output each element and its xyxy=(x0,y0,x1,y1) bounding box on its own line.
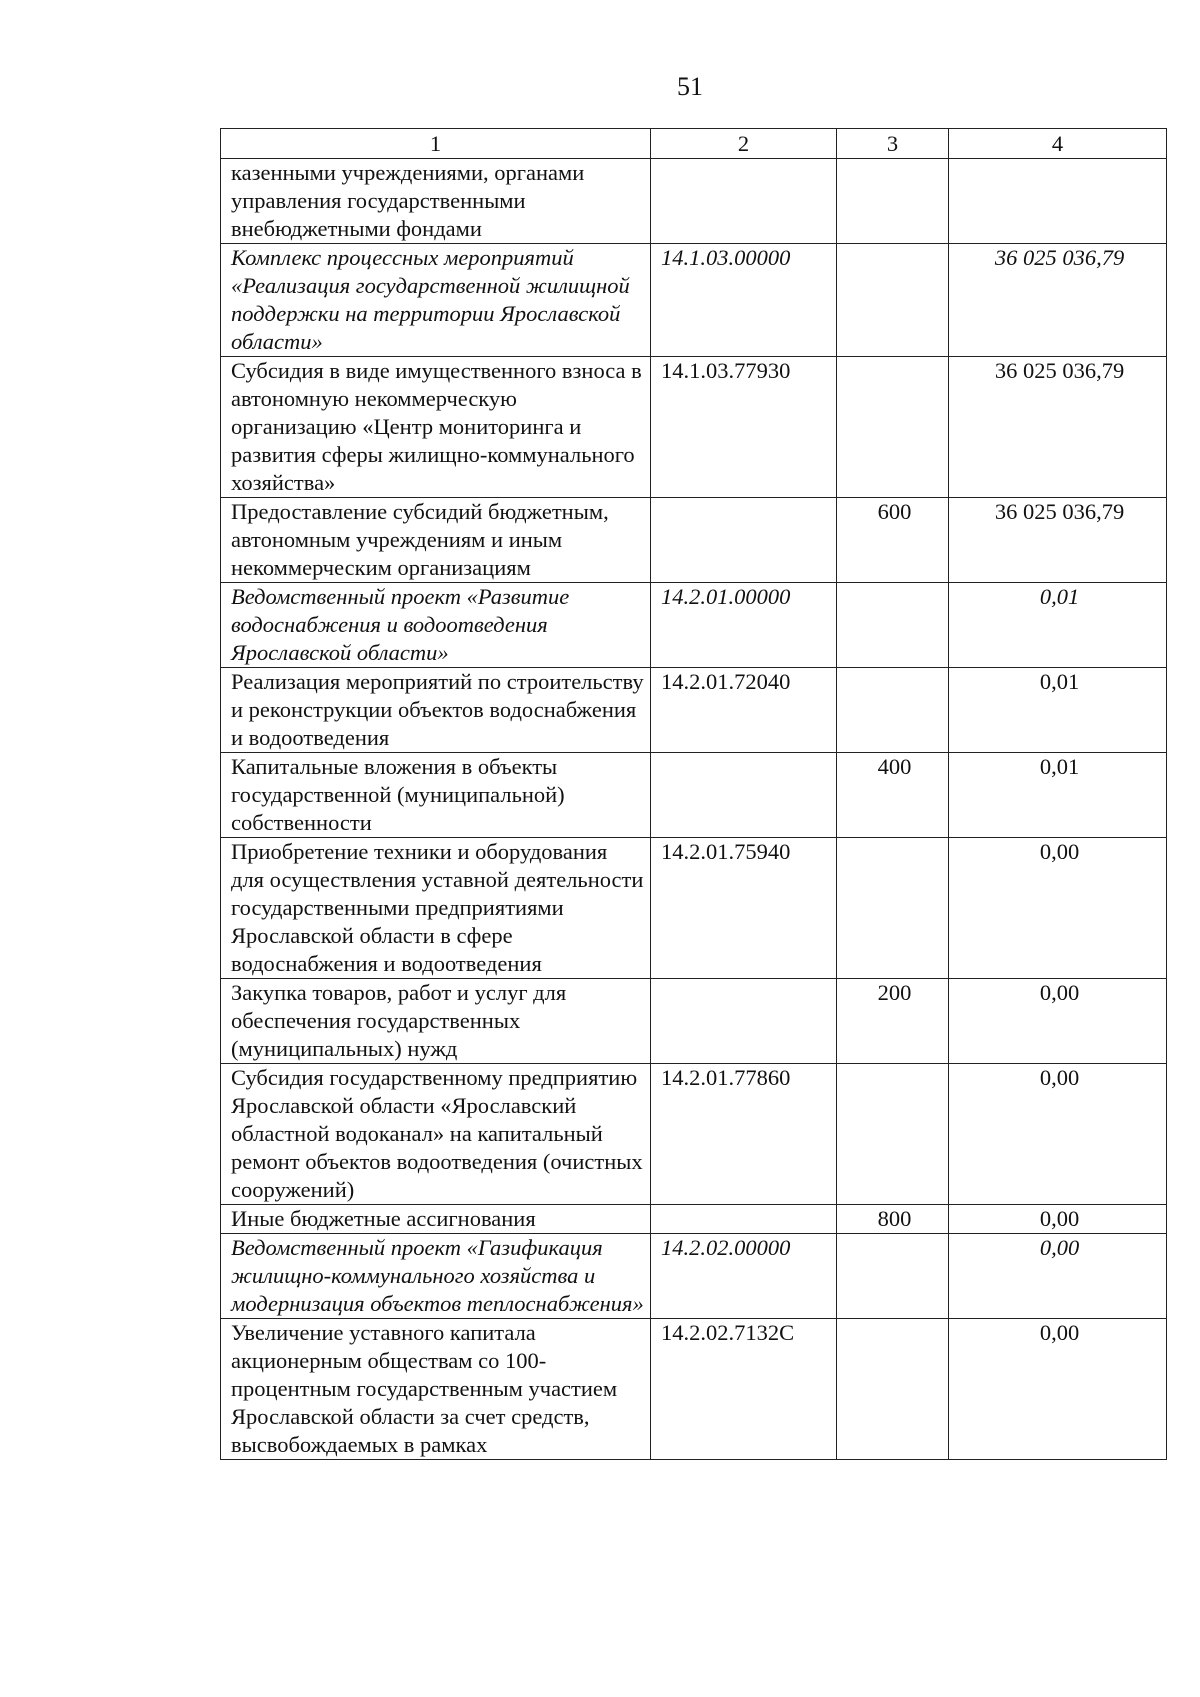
table-row xyxy=(221,1234,1167,1319)
cell-name: Субсидия в виде имущественного взноса в автономную некоммерческую организацию «Центр мониторинга и развития сферы жилищно-коммунального хозяйства» xyxy=(221,357,651,498)
cell-name: Реализация мероприятий по строительству и реконструкции объектов водоснабжения и водоотведения xyxy=(221,668,651,753)
cell-code xyxy=(651,753,837,838)
cell-type xyxy=(837,1064,949,1205)
cell-amount xyxy=(949,159,1167,244)
cell-type: 400 xyxy=(837,753,949,838)
table-row xyxy=(221,244,1167,357)
cell-code xyxy=(651,1205,837,1234)
cell-name: Субсидия государственному предприятию Ярославской области «Ярославский областной водоканал» на капитальный ремонт объектов водоотведения (очистных сооружений) xyxy=(221,1064,651,1205)
cell-type xyxy=(837,668,949,753)
cell-type xyxy=(837,357,949,498)
cell-name: Комплекс процессных мероприятий «Реализация государственной жилищной поддержки на территории Ярославской области» xyxy=(221,244,651,357)
column-header-2: 2 xyxy=(651,129,837,159)
cell-name: Иные бюджетные ассигнования xyxy=(221,1205,651,1234)
table-row xyxy=(221,583,1167,668)
table-row xyxy=(221,753,1167,838)
cell-name: казенными учреждениями, органами управления государственными внебюджетными фондами xyxy=(221,159,651,244)
table-row xyxy=(221,498,1167,583)
cell-code: 14.2.01.77860 xyxy=(651,1064,837,1205)
cell-code: 14.1.03.77930 xyxy=(651,357,837,498)
cell-amount: 0,00 xyxy=(949,1205,1167,1234)
cell-type: 600 xyxy=(837,498,949,583)
column-header-3: 3 xyxy=(837,129,949,159)
cell-code: 14.2.01.00000 xyxy=(651,583,837,668)
cell-name: Приобретение техники и оборудования для осуществления уставной деятельности государственными предприятиями Ярославской области в сфере водоснабжения и водоотведения xyxy=(221,838,651,979)
cell-amount: 0,00 xyxy=(949,838,1167,979)
table-row xyxy=(221,159,1167,244)
cell-amount: 0,01 xyxy=(949,668,1167,753)
cell-code: 14.2.02.7132С xyxy=(651,1319,837,1460)
cell-name: Ведомственный проект «Газификация жилищно-коммунального хозяйства и модернизация объектов теплоснабжения» xyxy=(221,1234,651,1319)
cell-type xyxy=(837,583,949,668)
column-header-1: 1 xyxy=(221,129,651,159)
cell-amount: 36 025 036,79 xyxy=(949,357,1167,498)
table-row xyxy=(221,979,1167,1064)
cell-type xyxy=(837,244,949,357)
column-header-4: 4 xyxy=(949,129,1167,159)
cell-type xyxy=(837,159,949,244)
cell-code: 14.2.01.75940 xyxy=(651,838,837,979)
table-row xyxy=(221,1319,1167,1460)
cell-name: Увеличение уставного капитала акционерным обществам со 100-процентным государственным участием Ярославской области за счет средств, высвобождаемых в рамках xyxy=(221,1319,651,1460)
table-header-row xyxy=(221,129,1167,159)
cell-amount: 0,00 xyxy=(949,1064,1167,1205)
table-row xyxy=(221,357,1167,498)
cell-code: 14.2.02.00000 xyxy=(651,1234,837,1319)
cell-code xyxy=(651,498,837,583)
cell-name: Закупка товаров, работ и услуг для обеспечения государственных (муниципальных) нужд xyxy=(221,979,651,1064)
cell-code: 14.2.01.72040 xyxy=(651,668,837,753)
cell-amount: 36 025 036,79 xyxy=(949,244,1167,357)
table-row xyxy=(221,838,1167,979)
budget-table xyxy=(220,128,1167,1460)
cell-amount: 0,01 xyxy=(949,753,1167,838)
cell-type xyxy=(837,838,949,979)
cell-type: 200 xyxy=(837,979,949,1064)
table-row xyxy=(221,1205,1167,1234)
cell-amount: 36 025 036,79 xyxy=(949,498,1167,583)
cell-type xyxy=(837,1234,949,1319)
cell-amount: 0,00 xyxy=(949,979,1167,1064)
cell-code xyxy=(651,979,837,1064)
cell-code: 14.1.03.00000 xyxy=(651,244,837,357)
cell-code xyxy=(651,159,837,244)
cell-amount: 0,00 xyxy=(949,1234,1167,1319)
cell-name: Ведомственный проект «Развитие водоснабжения и водоотведения Ярославской области» xyxy=(221,583,651,668)
cell-type xyxy=(837,1319,949,1460)
table-body xyxy=(221,159,1167,1460)
table-row xyxy=(221,1064,1167,1205)
page-number: 51 xyxy=(677,72,703,101)
table-row xyxy=(221,668,1167,753)
cell-name: Предоставление субсидий бюджетным, автономным учреждениям и иным некоммерческим организациям xyxy=(221,498,651,583)
cell-type: 800 xyxy=(837,1205,949,1234)
cell-amount: 0,00 xyxy=(949,1319,1167,1460)
cell-name: Капитальные вложения в объекты государственной (муниципальной) собственности xyxy=(221,753,651,838)
cell-amount: 0,01 xyxy=(949,583,1167,668)
